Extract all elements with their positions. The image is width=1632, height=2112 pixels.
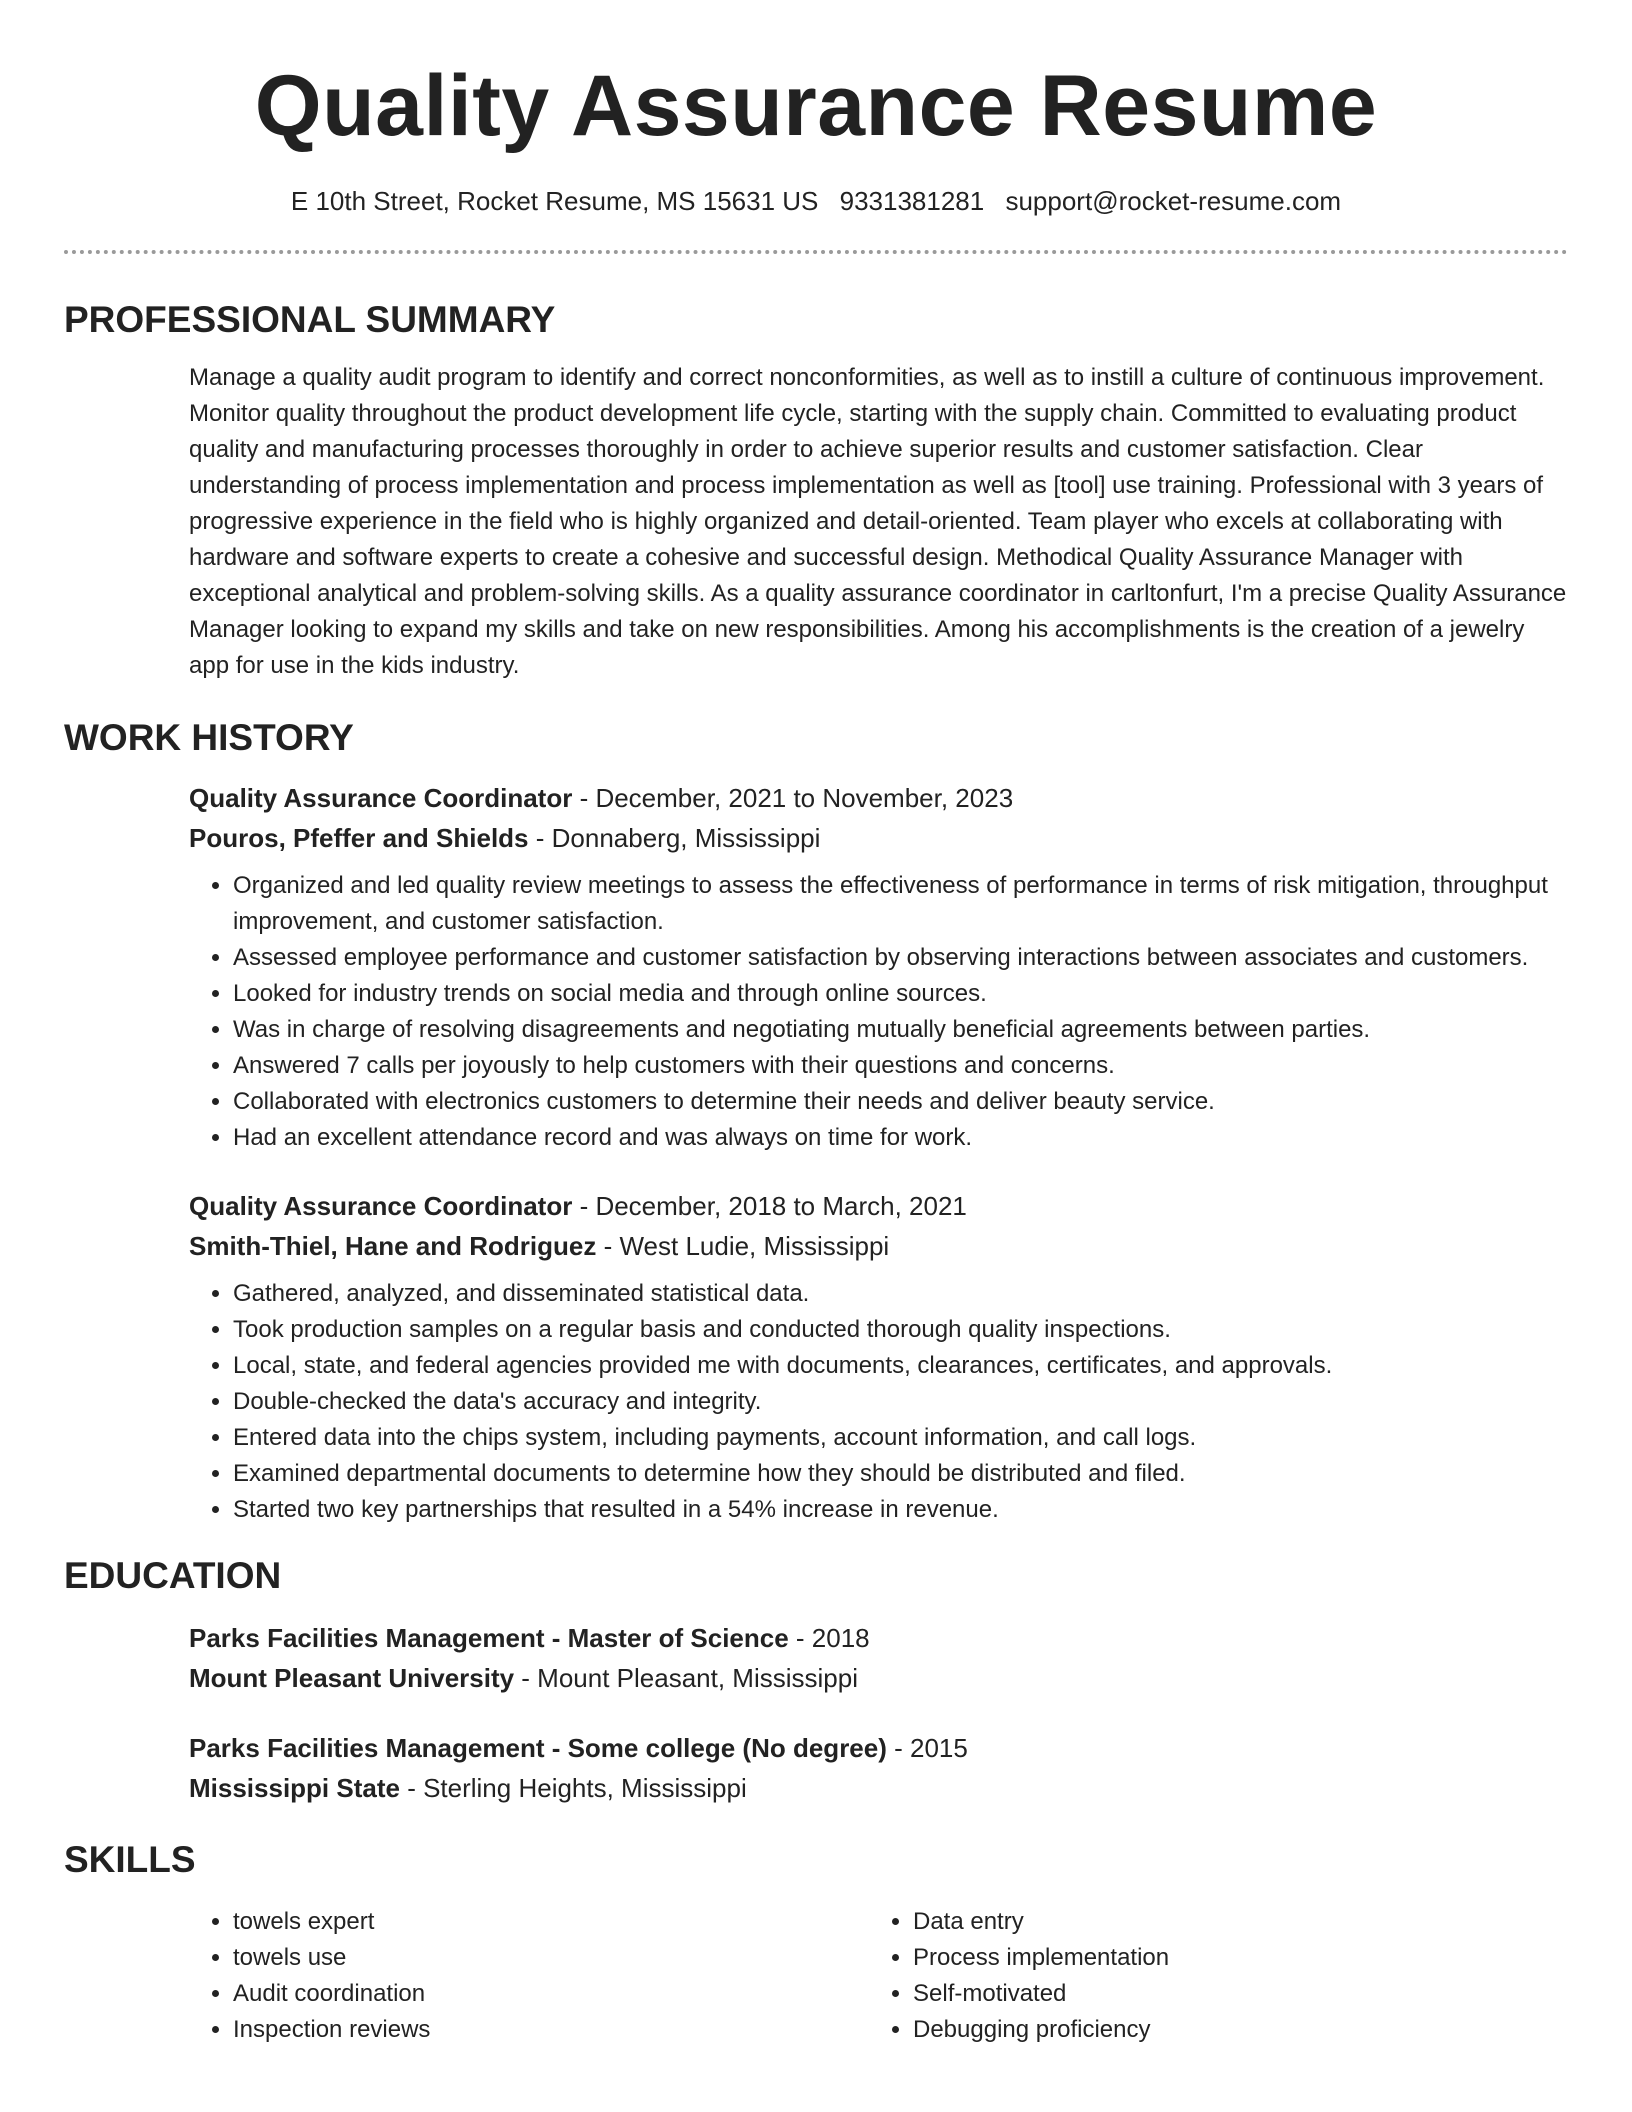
school-name: Mount Pleasant University [189, 1663, 515, 1693]
education-entry [189, 1618, 1569, 1698]
skill-item: • towels use [233, 1940, 869, 1976]
school-location: - Mount Pleasant, Mississippi [514, 1663, 858, 1693]
contact-address: E 10th Street, Rocket Resume, MS 15631 US [290, 186, 819, 216]
resume-header [64, 0, 1568, 218]
summary-section [64, 298, 1568, 684]
job-bullets [189, 868, 1569, 1156]
skills-column-right [869, 1904, 1549, 2048]
contact-phone: 9331381281 [839, 186, 985, 216]
degree-line [189, 1728, 1569, 1768]
list-item: • Double-checked the data's accuracy and integrity. [233, 1384, 1569, 1420]
skill-item: • Audit coordination [233, 1976, 869, 2012]
contact-line [64, 184, 1568, 218]
skill-item: • Inspection reviews [233, 2012, 869, 2048]
summary-text: Manage a quality audit program to identify and correct nonconformities, as well as to instill a culture of continuous improvement. Monitor quality throughout the product development life cycle, starting with the supply chain. Committed to evaluating product quality and manufacturing processes thoroughly in order to achieve superior results and customer satisfaction. Clear understanding of process implementation and process implementation as well as [tool] use training. Professional with 3 years of progressive experience in the field who is highly organized and detail-oriented. Team player who excels at collaborating with hardware and software experts to create a cohesive and successful design. Methodical Quality Assurance Manager with exceptional analytical and problem-solving skills. As a quality assurance coordinator in carltonfurt, I'm a precise Quality Assurance Manager looking to expand my skills and take on new responsibilities. Among his accomplishments is the creation of a jewelry app for use in the kids industry. [189, 364, 1567, 679]
skill-item: • Process implementation [913, 1940, 1549, 1976]
list-item: • Entered data into the chips system, including payments, account information, and call logs. [233, 1420, 1569, 1456]
list-item: • Started two key partnerships that resulted in a 54% increase in revenue. [233, 1492, 1569, 1528]
degree-year: - 2015 [886, 1733, 968, 1763]
list-item: • Assessed employee performance and customer satisfaction by observing interactions between associates and customers. [233, 940, 1569, 976]
job-role: Quality Assurance Coordinator [189, 1191, 573, 1221]
job-dates: - December, 2021 to November, 2023 [572, 783, 1014, 813]
job-company: Pouros, Pfeffer and Shields [189, 823, 529, 853]
skills-column-left [189, 1904, 869, 2048]
job-dates: - December, 2018 to March, 2021 [572, 1191, 967, 1221]
job-location: - Donnaberg, Mississippi [528, 823, 821, 853]
work-section [64, 716, 1568, 1528]
school-location: - Sterling Heights, Mississippi [399, 1773, 747, 1803]
list-item: • Took production samples on a regular basis and conducted thorough quality inspections. [233, 1312, 1569, 1348]
list-item: • Was in charge of resolving disagreements and negotiating mutually beneficial agreements between parties. [233, 1012, 1569, 1048]
school-line [189, 1658, 1569, 1698]
degree-year: - 2018 [788, 1623, 870, 1653]
school-line [189, 1768, 1569, 1808]
contact-email: support@rocket-resume.com [1005, 186, 1342, 216]
list-item: • Organized and led quality review meetings to assess the effectiveness of performance in terms of risk mitigation, throughput improvement, and customer satisfaction. [233, 868, 1569, 940]
summary-heading: PROFESSIONAL SUMMARY [64, 299, 556, 340]
list-item: • Answered 7 calls per joyously to help customers with their questions and concerns. [233, 1048, 1569, 1084]
job-title-line [189, 1186, 1569, 1226]
education-section [64, 1554, 1568, 1808]
list-item: • Examined departmental documents to determine how they should be distributed and filed. [233, 1456, 1569, 1492]
degree-name: Parks Facilities Management - Master of Science [189, 1623, 789, 1653]
skills-section [64, 1838, 1568, 2048]
school-name: Mississippi State [189, 1773, 400, 1803]
job-entry [189, 1186, 1569, 1528]
job-title-line [189, 778, 1569, 818]
job-location: - West Ludie, Mississippi [596, 1231, 890, 1261]
job-company-line [189, 1226, 1569, 1266]
degree-line [189, 1618, 1569, 1658]
job-role: Quality Assurance Coordinator [189, 783, 573, 813]
skill-item: • towels expert [233, 1904, 869, 1940]
list-item: • Gathered, analyzed, and disseminated statistical data. [233, 1276, 1569, 1312]
skill-item: • Self-motivated [913, 1976, 1549, 2012]
skills-grid [189, 1904, 1568, 2048]
resume-title: Quality Assurance Resume [254, 58, 1378, 154]
job-company-line [189, 818, 1569, 858]
job-company: Smith-Thiel, Hane and Rodriguez [189, 1231, 597, 1261]
degree-name: Parks Facilities Management - Some college (No degree) [189, 1733, 887, 1763]
list-item: • Local, state, and federal agencies provided me with documents, clearances, certificates, and approvals. [233, 1348, 1569, 1384]
job-entry [189, 778, 1569, 1156]
list-item: • Had an excellent attendance record and was always on time for work. [233, 1120, 1569, 1156]
job-bullets [189, 1276, 1569, 1528]
skills-heading: SKILLS [64, 1839, 196, 1880]
list-item: • Collaborated with electronics customers to determine their needs and deliver beauty service. [233, 1084, 1569, 1120]
skill-item: • Debugging proficiency [913, 2012, 1549, 2048]
skill-item: • Data entry [913, 1904, 1549, 1940]
header-divider [64, 250, 1568, 254]
education-entry [189, 1728, 1569, 1808]
education-heading: EDUCATION [64, 1555, 282, 1596]
work-heading: WORK HISTORY [64, 717, 354, 758]
list-item: • Looked for industry trends on social media and through online sources. [233, 976, 1569, 1012]
